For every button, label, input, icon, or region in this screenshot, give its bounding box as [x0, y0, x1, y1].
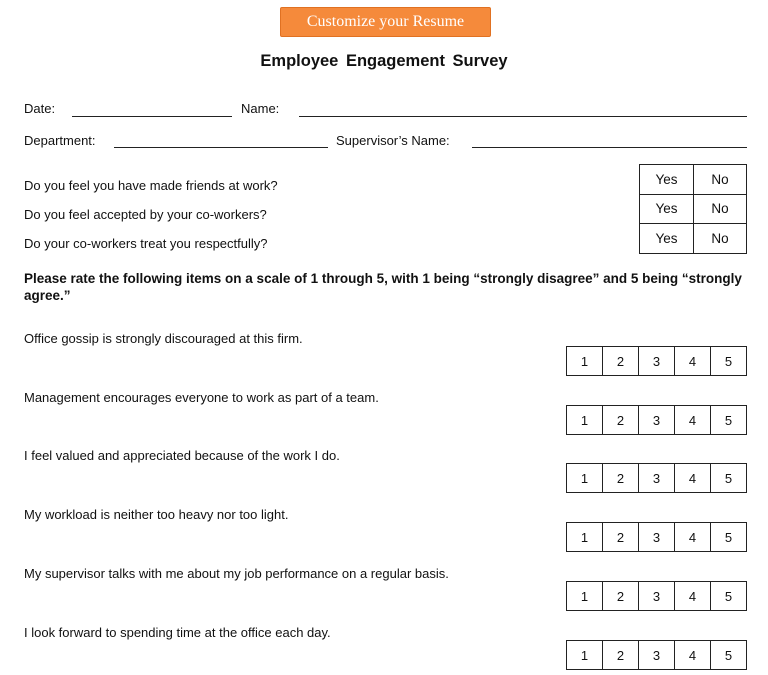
rating-option[interactable]: 4 — [675, 582, 711, 611]
rating-item-text: My workload is neither too heavy nor too light. — [24, 507, 289, 522]
rating-item-text: Management encourages everyone to work as part of a team. — [24, 390, 379, 405]
yes-option[interactable]: Yes — [640, 194, 694, 224]
rating-option[interactable]: 2 — [603, 641, 639, 670]
rating-option[interactable]: 1 — [567, 464, 603, 493]
rating-scale — [566, 346, 747, 376]
rating-option[interactable]: 5 — [711, 464, 747, 493]
rating-option[interactable]: 1 — [567, 641, 603, 670]
no-option[interactable]: No — [694, 165, 747, 195]
rating-option[interactable]: 3 — [639, 582, 675, 611]
supervisor-field[interactable] — [472, 147, 747, 148]
table-row — [640, 224, 747, 254]
rating-scale — [566, 522, 747, 552]
yes-no-question: Do your co-workers treat you respectfully? — [24, 236, 268, 251]
rating-option[interactable]: 5 — [711, 406, 747, 435]
rating-option[interactable]: 5 — [711, 523, 747, 552]
rating-option[interactable]: 1 — [567, 347, 603, 376]
table-row — [567, 464, 747, 493]
no-option[interactable]: No — [694, 194, 747, 224]
yes-option[interactable]: Yes — [640, 165, 694, 195]
yes-no-question: Do you feel accepted by your co-workers? — [24, 207, 267, 222]
rating-scale — [566, 463, 747, 493]
rating-option[interactable]: 3 — [639, 347, 675, 376]
rating-option[interactable]: 4 — [675, 523, 711, 552]
supervisor-label: Supervisor’s Name: — [336, 133, 450, 148]
rating-item-text: I look forward to spending time at the office each day. — [24, 625, 331, 640]
table-row — [640, 194, 747, 224]
department-label: Department: — [24, 133, 96, 148]
rating-option[interactable]: 2 — [603, 406, 639, 435]
rating-option[interactable]: 5 — [711, 582, 747, 611]
rating-item-text: I feel valued and appreciated because of the work I do. — [24, 448, 340, 463]
rating-scale — [566, 405, 747, 435]
rating-option[interactable]: 4 — [675, 464, 711, 493]
rating-item-text: Office gossip is strongly discouraged at this firm. — [24, 331, 303, 346]
table-row — [567, 406, 747, 435]
date-field[interactable] — [72, 116, 232, 117]
department-field[interactable] — [114, 147, 328, 148]
rating-option[interactable]: 4 — [675, 406, 711, 435]
yes-no-table — [639, 164, 747, 254]
rating-item-text: My supervisor talks with me about my job performance on a regular basis. — [24, 566, 449, 581]
rating-option[interactable]: 2 — [603, 523, 639, 552]
rating-option[interactable]: 4 — [675, 347, 711, 376]
date-label: Date: — [24, 101, 56, 116]
rating-option[interactable]: 3 — [639, 464, 675, 493]
rating-option[interactable]: 1 — [567, 582, 603, 611]
table-row — [640, 165, 747, 195]
rating-scale — [566, 581, 747, 611]
rating-option[interactable]: 5 — [711, 347, 747, 376]
rating-option[interactable]: 1 — [567, 523, 603, 552]
rating-option[interactable]: 1 — [567, 406, 603, 435]
table-row — [567, 641, 747, 670]
survey-title: Employee Engagement Survey — [260, 52, 508, 70]
rating-option[interactable]: 3 — [639, 406, 675, 435]
table-row — [567, 523, 747, 552]
yes-no-question: Do you feel you have made friends at work? — [24, 178, 278, 193]
table-row — [567, 347, 747, 376]
no-option[interactable]: No — [694, 224, 747, 254]
rating-instructions: Please rate the following items on a scale of 1 through 5, with 1 being “strongly disagree” and 5 being “strongly agree.” — [24, 271, 742, 303]
rating-option[interactable]: 2 — [603, 582, 639, 611]
rating-scale — [566, 640, 747, 670]
rating-option[interactable]: 3 — [639, 641, 675, 670]
rating-option[interactable]: 3 — [639, 523, 675, 552]
name-field[interactable] — [299, 116, 747, 117]
rating-option[interactable]: 2 — [603, 464, 639, 493]
customize-resume-button[interactable]: Customize your Resume — [280, 7, 491, 37]
rating-option[interactable]: 5 — [711, 641, 747, 670]
yes-option[interactable]: Yes — [640, 224, 694, 254]
rating-option[interactable]: 2 — [603, 347, 639, 376]
name-label: Name: — [241, 101, 280, 116]
table-row — [567, 582, 747, 611]
rating-option[interactable]: 4 — [675, 641, 711, 670]
